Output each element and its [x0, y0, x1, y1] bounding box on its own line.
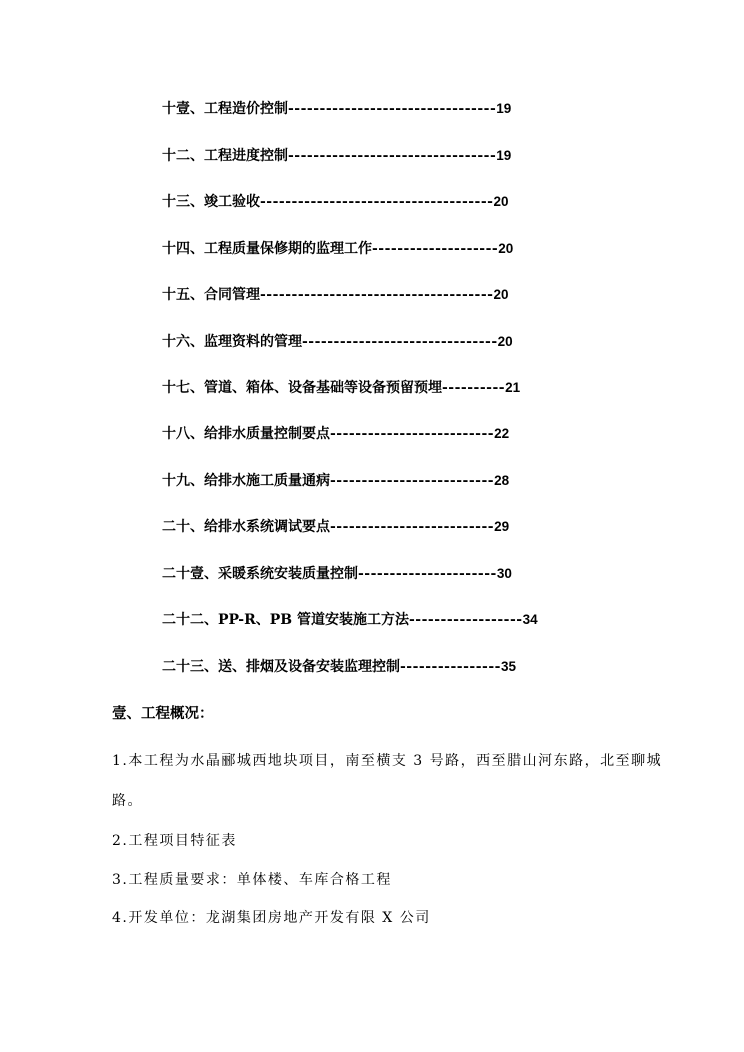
toc-leader-dots: ------------------ [408, 612, 523, 628]
toc-leader-dots: -------------------------- [330, 473, 495, 489]
toc-page-number: 19 [496, 148, 512, 163]
section-heading: 壹、工程概况： [112, 705, 214, 722]
toc-leader-dots: ------------------------------- [302, 334, 498, 350]
paragraph-line: 1.本工程为水晶郦城西地块项目，南至横支 3 号路，西至腊山河东路，北至聊城 [112, 753, 663, 769]
toc-leader-dots: -------------------------- [330, 519, 495, 535]
toc-entry-title: 十五、合同管理 [162, 287, 260, 303]
toc-leader-dots: ------------------------------------- [260, 287, 494, 303]
toc-leader-dots: -------------------------- [330, 426, 495, 442]
toc-leader-dots: --------------------------------- [288, 101, 497, 117]
toc-page-number: 21 [505, 380, 521, 395]
toc-entry[interactable] [162, 97, 511, 121]
toc-entry-title: 十壹、工程造价控制 [162, 101, 288, 117]
toc-entry[interactable] [162, 608, 538, 632]
toc-entry[interactable] [162, 237, 513, 261]
toc-leader-dots: ---------- [442, 380, 506, 396]
toc-entry[interactable] [162, 190, 509, 214]
toc-entry-title: 十七、管道、箱体、设备基础等设备预留预埋 [162, 380, 442, 396]
toc-entry-title: 十八、给排水质量控制要点 [162, 426, 330, 442]
toc-page-number: 20 [498, 241, 514, 256]
toc-entry[interactable] [162, 330, 513, 354]
toc-page-number: 28 [494, 473, 510, 488]
toc-leader-dots: ---------------------- [358, 566, 497, 582]
toc-page-number: 34 [522, 612, 538, 627]
toc-entry[interactable] [162, 422, 509, 446]
toc-entry-title: 十九、给排水施工质量通病 [162, 473, 330, 489]
toc-page-number: 29 [494, 519, 510, 534]
toc-entry[interactable] [162, 376, 520, 400]
toc-leader-dots: ------------------------------------- [260, 194, 494, 210]
toc-page-number: 30 [496, 566, 512, 581]
toc-entry-title: 十六、监理资料的管理 [162, 334, 302, 350]
toc-entry-title: 二十二、PP-R、PB 管道安装施工方法 [162, 612, 409, 628]
toc-entry-title: 十二、工程进度控制 [162, 148, 288, 164]
toc-entry-title: 十四、工程质量保修期的监理工作 [162, 241, 372, 257]
toc-entry-title: 十三、竣工验收 [162, 194, 260, 210]
toc-entry[interactable] [162, 655, 516, 679]
toc-entry[interactable] [162, 469, 509, 493]
toc-entry[interactable] [162, 144, 511, 168]
toc-entry-title: 二十、给排水系统调试要点 [162, 519, 330, 535]
toc-leader-dots: ---------------- [400, 659, 501, 675]
toc-leader-dots: --------------------------------- [288, 148, 497, 164]
toc-entry[interactable] [162, 283, 509, 307]
toc-page-number: 22 [494, 426, 510, 441]
toc-entry-title: 二十三、送、排烟及设备安装监理控制 [162, 659, 400, 675]
toc-entry[interactable] [162, 515, 509, 539]
toc-page-number: 35 [500, 659, 516, 674]
toc-entry-title: 二十壹、采暖系统安装质量控制 [162, 566, 358, 582]
toc-page-number: 20 [497, 334, 513, 349]
toc-page-number: 20 [493, 194, 509, 209]
toc-page-number: 20 [493, 287, 509, 302]
paragraph-line: 4.开发单位：龙湖集团房地产开发有限 X 公司 [112, 910, 431, 926]
paragraph-line: 2.工程项目特征表 [112, 833, 237, 849]
toc-entry[interactable] [162, 562, 512, 586]
paragraph-line: 路。 [112, 793, 143, 809]
paragraph-line: 3.工程质量要求：单体楼、车库合格工程 [112, 872, 392, 888]
toc-leader-dots: -------------------- [372, 241, 499, 257]
toc-page-number: 19 [496, 101, 512, 116]
